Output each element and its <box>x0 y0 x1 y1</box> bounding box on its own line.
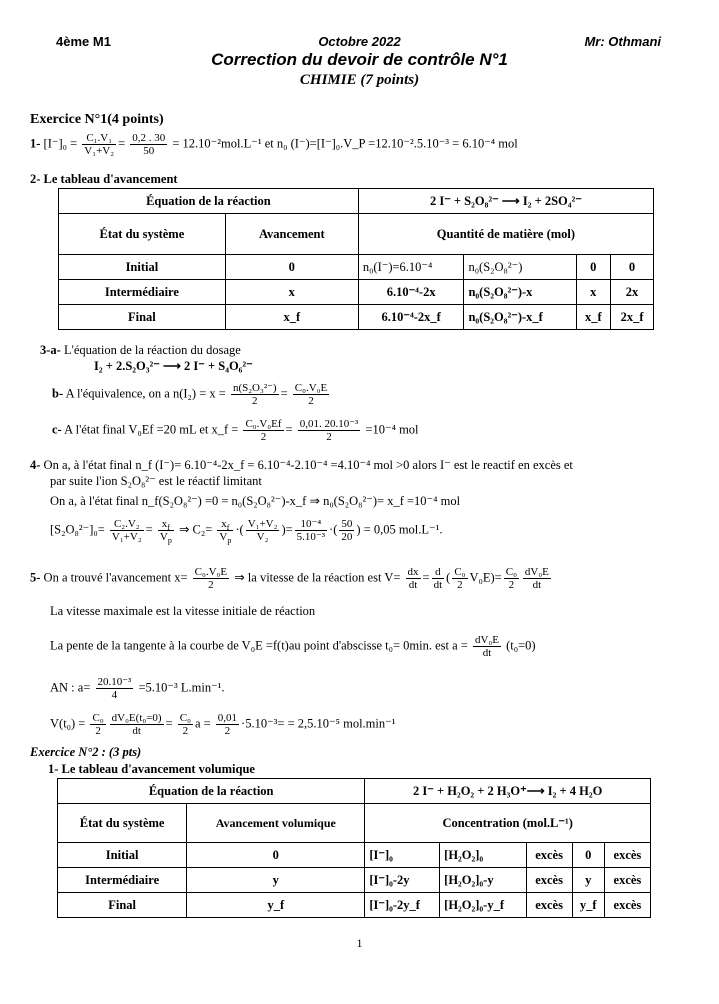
page-subtitle: CHIMIE (7 points) <box>299 72 420 88</box>
exercise1-heading: Exercice N°1(4 points) <box>30 112 164 127</box>
teacher: Mr: Othmani <box>584 34 661 49</box>
class-label: 4ème M1 <box>56 34 111 49</box>
q4-line3: On a, à l'état final n_f(S₂O₈²⁻) =0 = n₀(S₂O₈²⁻)-x_f ⇒ n₀(S₂O₈²⁻)= x_f =10⁻⁴ mol <box>50 494 461 508</box>
q5-line2: La vitesse maximale est la vitesse initiale de réaction <box>50 604 316 618</box>
q5-line1: 5- On a trouvé l'avancement x= $\frac{\text{C₀.V₀E}}{2}$ ⇒ la vitesse de la réaction est V= $\frac{dx}{dt}$ = $\frac{d}{dt}$ ( $\frac{\text{C₀}}{2}$ V₀E)= $\frac{\text{C₀}}{2}$ $\frac{\text{dV₀E}}{dt}$ <box>30 566 549 591</box>
qty-label: Quantité de matière (mol) <box>358 214 653 255</box>
q3a-equation: I₂ + 2.S₂O₃²⁻ ⟶ 2 I⁻ + S₄O₆²⁻ <box>94 359 253 373</box>
exercise2-heading: Exercice N°2 : (3 pts) <box>30 745 142 759</box>
q3a-line: 3-a- L'équation de la réaction du dosage <box>40 343 241 357</box>
ex2-q1-heading: 1- Le tableau d'avancement volumique <box>48 762 255 776</box>
page-title: Correction du devoir de contrôle N°1 <box>211 50 508 69</box>
table-row: Intermédiaire x 6.10⁻⁴-2x n₀(S₂O₈²⁻)-x x 2x <box>59 280 654 305</box>
date: Octobre 2022 <box>318 34 401 49</box>
table-row: Final y_f [I⁻]₀-2y_f [H₂O₂]₀-y_f excès y_f excès <box>58 893 651 918</box>
page-number: 1 <box>356 936 363 950</box>
volumic-advancement-table: Équation de la réaction 2 I⁻ + H₂O₂ + 2 H₃O⁺⟶ I₂ + 4 H₂O État du système Avancement volumique Concentration (mol.L⁻¹) Initial 0 [I⁻]₀ [H₂O₂]₀ excès 0 excès Intermédiaire y [I⁻]₀-2y [H₂O₂]₀-y excès y excès Final y_f [I⁻]₀-2y_f [H₂O₂]₀-y_f excès y_f excès <box>57 778 651 918</box>
reaction-equation: 2 I⁻ + S₂O₈²⁻ ⟶ I₂ + 2SO₄²⁻ <box>358 189 653 214</box>
q4-line4: [S₂O₈²⁻]₀= $\frac{\text{C₂.V₂}}{\text{V₁+V₂}}$ = $\frac{x_f}{V_p}$ ⇒ C₂= $\frac{x_f}{V_p}$ ·( $\frac{\text{V₁+V₂}}{\text{V₂}}$ )= $\frac{\text{10⁻⁴}}{\text{5.10⁻³}}$ ·( $\frac{50}{20}$ ) = 0,05 mol.L⁻¹. <box>50 518 443 546</box>
q5-v: V(t₀) = $\frac{\text{C₀}}{2}$ $\frac{\text{dV₀E(t₀=0)}}{dt}$ = $\frac{\text{C₀}}{2}$ a = $\frac{0,01}{2}$ ·5.10⁻³= = 2,5.10⁻⁵ mol.min⁻¹ <box>50 712 396 737</box>
q2-heading: 2- Le tableau d'avancement <box>30 172 178 186</box>
q5-line3: La pente de la tangente à la courbe de V₀E =f(t)au point d'abscisse t₀= 0min. est a = $\frac{\text{dV₀E}}{dt}$ (t₀=0) <box>50 634 536 659</box>
advancement-table <box>58 188 654 330</box>
eq-label: Équation de la réaction <box>59 189 359 214</box>
adv-label: Avancement <box>225 214 358 255</box>
table-row: Initial 0 [I⁻]₀ [H₂O₂]₀ excès 0 excès <box>58 843 651 868</box>
q3c-line: c- A l'état final V₀Ef =20 mL et x_f = $\frac{\text{C₀.V₀Ef}}{2}$ = $\frac{\text{0,01. 20.10⁻³}}{2}$ =10⁻⁴ mol <box>52 418 419 443</box>
q3b-line: b- A l'équivalence, on a n(I₂) = x = $\frac{\text{n(S₂O₃²⁻)}}{2}$ = $\frac{\text{C₀.V₀E}}{2}$ <box>52 382 328 407</box>
table-row: Initial 0 n₀(I⁻)=6.10⁻⁴ n₀(S₂O₈²⁻) 0 0 <box>59 255 654 280</box>
state-label: État du système <box>59 214 226 255</box>
q1-line: 1- [I⁻]₀ = $\frac{\text{C₁.V₁}}{\text{V₁+V₂}}$ = $\frac{0,2 . 30}{50}$ = 12.10⁻²mol.L⁻¹ et n₀ (I⁻)=[I⁻]₀.V_P =12.10⁻².5.10⁻³ = 6.10⁻⁴ mol <box>30 132 518 157</box>
q5-an: AN : a= $\frac{\text{20.10⁻³}}{4}$ =5.10⁻³ L.min⁻¹. <box>50 676 225 701</box>
table-row: Intermédiaire y [I⁻]₀-2y [H₂O₂]₀-y excès y excès <box>58 868 651 893</box>
table-row: Final x_f 6.10⁻⁴-2x_f n₀(S₂O₈²⁻)-x_f x_f 2x_f <box>59 305 654 330</box>
q4-line1: 4- On a, à l'état final n_f (I⁻)= 6.10⁻⁴-2x_f = 6.10⁻⁴-2.10⁻⁴ =4.10⁻⁴ mol >0 alors I⁻ est le reactif en excès et <box>30 458 573 472</box>
q4-line2: par suite l'ion S₂O₈²⁻ est le réactif limitant <box>50 474 262 488</box>
